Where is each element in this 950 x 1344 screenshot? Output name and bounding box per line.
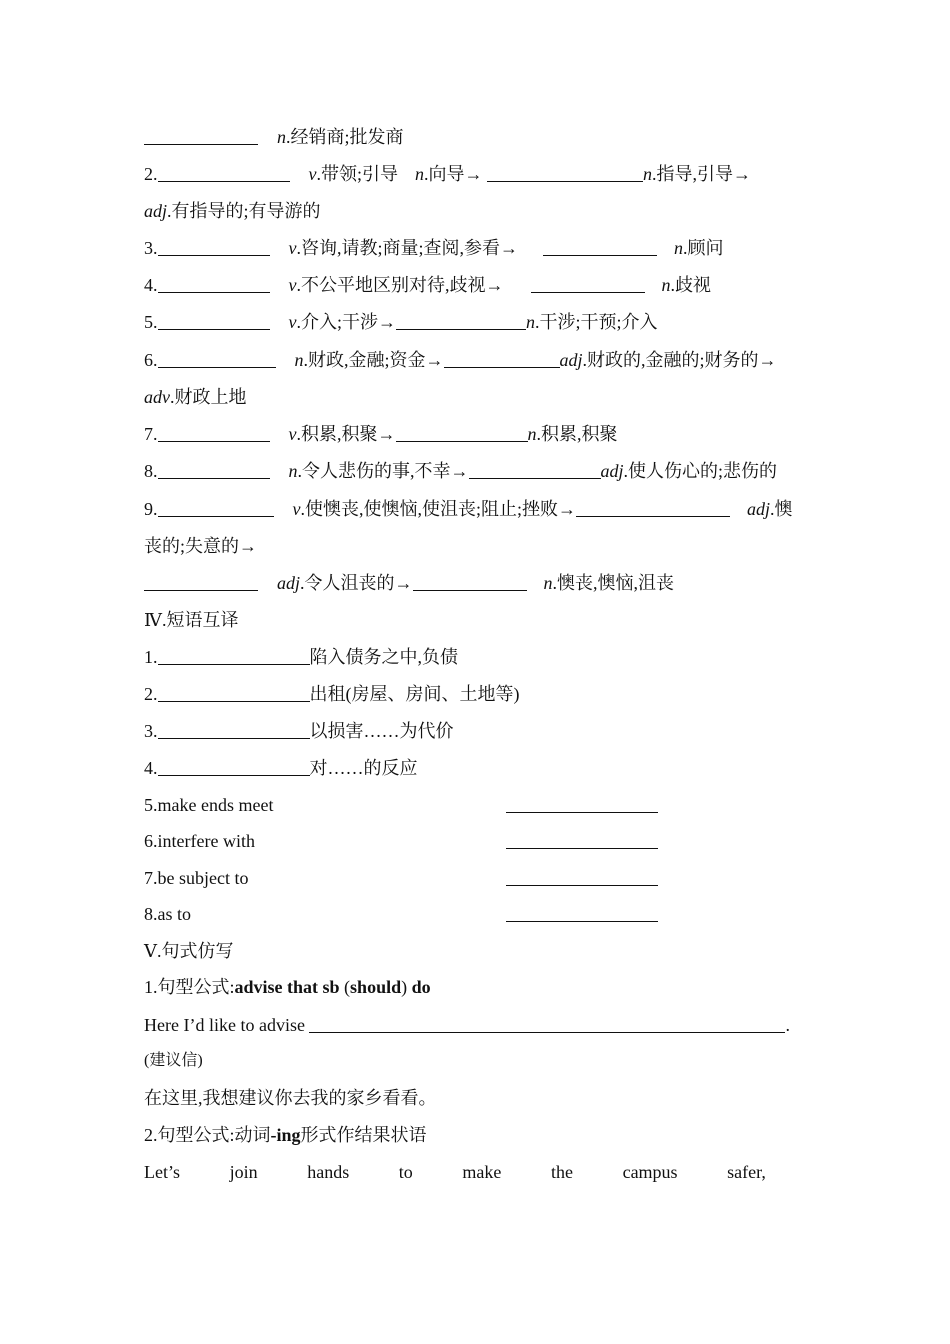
phrase-text: 出租(房屋、房间、土地等) bbox=[309, 684, 520, 704]
part-of-speech: n bbox=[527, 424, 537, 444]
pattern-formula: do bbox=[411, 977, 431, 997]
section-heading bbox=[144, 607, 808, 633]
phrase-text: 6.interfere with bbox=[144, 831, 255, 851]
item-number: 1. bbox=[144, 647, 158, 667]
part-of-speech: adv bbox=[144, 387, 170, 407]
vocab-item-8 bbox=[144, 458, 808, 484]
phrase-text: 对……的反应 bbox=[309, 758, 418, 778]
answer-blank[interactable] bbox=[506, 903, 658, 922]
answer-blank[interactable] bbox=[144, 126, 258, 145]
pattern-1-note bbox=[144, 1048, 808, 1074]
phrase-item-6 bbox=[144, 828, 808, 854]
answer-blank[interactable] bbox=[396, 423, 528, 442]
definition: adj.懊 bbox=[747, 499, 793, 519]
item-number: 6. bbox=[144, 350, 158, 370]
answer-blank[interactable] bbox=[158, 237, 270, 256]
vocab-item-7 bbox=[144, 421, 808, 447]
answer-blank[interactable] bbox=[144, 572, 258, 591]
definition: n.干涉;干预;介入 bbox=[526, 312, 658, 332]
answer-blank[interactable] bbox=[158, 274, 270, 293]
pattern-formula: advise that sb bbox=[234, 977, 340, 997]
definition: adv.财政上地 bbox=[144, 387, 247, 407]
vocab-item-6 bbox=[144, 347, 808, 373]
item-number: 3. bbox=[144, 721, 158, 741]
part-of-speech: adj bbox=[600, 461, 624, 481]
word: make bbox=[462, 1162, 502, 1182]
part-of-speech: n bbox=[526, 312, 536, 332]
pattern-label: 2.句型公式:动词 bbox=[144, 1125, 271, 1145]
answer-blank[interactable] bbox=[531, 274, 645, 293]
definition: v.使懊丧,使懊恼,使沮丧;阻止;挫败→ bbox=[292, 499, 577, 519]
chinese-sentence: 在这里,我想建议你去我的家乡看看。 bbox=[144, 1088, 437, 1108]
phrase-text: 7.be subject to bbox=[144, 868, 249, 888]
definition: adj.有指导的;有导游的 bbox=[144, 201, 321, 221]
pattern-label: 1.句型公式: bbox=[144, 977, 235, 997]
item-number: 9. bbox=[144, 499, 158, 519]
phrase-item-8 bbox=[144, 901, 808, 927]
answer-blank[interactable] bbox=[158, 311, 270, 330]
answer-blank[interactable] bbox=[576, 498, 730, 517]
definition: 丧的;失意的→ bbox=[144, 536, 258, 556]
item-number: 5. bbox=[144, 312, 158, 332]
part-of-speech: v bbox=[288, 275, 297, 295]
phrase-item-3 bbox=[144, 718, 808, 744]
vocab-item-2-cont bbox=[144, 198, 808, 224]
phrase-item-7 bbox=[144, 865, 808, 891]
word: join bbox=[229, 1162, 258, 1182]
item-number: 7. bbox=[144, 424, 158, 444]
heading-text: Ⅳ.短语互译 bbox=[144, 610, 239, 630]
vocab-item-2 bbox=[144, 161, 808, 187]
part-of-speech: n bbox=[288, 461, 298, 481]
pattern-formula: should bbox=[350, 977, 402, 997]
vocab-item-9-cont bbox=[144, 533, 808, 559]
answer-blank[interactable] bbox=[413, 572, 527, 591]
part-of-speech: adj bbox=[559, 350, 583, 370]
word: to bbox=[398, 1162, 413, 1182]
answer-blank[interactable] bbox=[158, 646, 310, 665]
part-of-speech: v bbox=[288, 312, 297, 332]
pattern-1-label: 1.句型公式:advise that sb (should) do bbox=[144, 977, 431, 997]
answer-blank[interactable] bbox=[543, 237, 657, 256]
definition: v.带领;引导 bbox=[308, 164, 399, 184]
phrase-text: 5.make ends meet bbox=[144, 795, 274, 815]
item-number: 2. bbox=[144, 164, 158, 184]
definition: n.歧视 bbox=[661, 275, 711, 295]
pattern-1-chinese bbox=[144, 1085, 808, 1111]
section-heading bbox=[144, 938, 808, 964]
answer-blank[interactable] bbox=[309, 1014, 785, 1033]
pattern-2-label bbox=[144, 1122, 808, 1148]
part-of-speech: v bbox=[292, 499, 301, 519]
vocab-item-4 bbox=[144, 272, 808, 298]
phrase-text: 陷入债务之中,负债 bbox=[309, 647, 458, 667]
definition: n.指导,引导→ bbox=[643, 164, 752, 184]
part-of-speech: n bbox=[661, 275, 671, 295]
part-of-speech: adj bbox=[277, 573, 301, 593]
part-of-speech: n bbox=[415, 164, 425, 184]
item-number: 4. bbox=[144, 758, 158, 778]
phrase-item-2 bbox=[144, 681, 808, 707]
note-text: (建议信) bbox=[144, 1052, 203, 1069]
part-of-speech: v bbox=[288, 424, 297, 444]
answer-blank[interactable] bbox=[506, 794, 658, 813]
definition: n.令人悲伤的事,不幸→ bbox=[288, 461, 469, 481]
answer-blank[interactable] bbox=[506, 830, 658, 849]
word: safer, bbox=[727, 1162, 766, 1182]
answer-blank[interactable] bbox=[396, 311, 526, 330]
answer-blank[interactable] bbox=[158, 498, 274, 517]
part-of-speech: n bbox=[294, 350, 304, 370]
part-of-speech: n bbox=[543, 573, 553, 593]
definition: adj.使人伤心的;悲伤的 bbox=[600, 461, 778, 481]
phrase-item-5 bbox=[144, 792, 808, 818]
item-number: 4. bbox=[144, 275, 158, 295]
word: campus bbox=[622, 1162, 678, 1182]
vocab-item-6-cont bbox=[144, 384, 808, 410]
part-of-speech: v bbox=[288, 238, 297, 258]
word: hands bbox=[307, 1162, 350, 1182]
part-of-speech: v bbox=[308, 164, 317, 184]
definition: n.懊丧,懊恼,沮丧 bbox=[543, 573, 675, 593]
item-number: 2. bbox=[144, 684, 158, 704]
sentence-words bbox=[144, 1159, 766, 1185]
answer-blank[interactable] bbox=[158, 163, 290, 182]
phrase-item-1 bbox=[144, 644, 808, 670]
definition: n.积累,积聚 bbox=[527, 424, 618, 444]
pattern-2-sentence bbox=[144, 1159, 808, 1185]
word: Let’s bbox=[144, 1162, 180, 1182]
part-of-speech: n bbox=[277, 127, 286, 147]
vocab-item-3 bbox=[144, 235, 808, 261]
definition: n.经销商;批发商 bbox=[277, 127, 404, 147]
phrase-item-4 bbox=[144, 755, 808, 781]
sentence-text: Here I’d like to advise bbox=[144, 1015, 305, 1035]
heading-text: Ⅴ.句式仿写 bbox=[144, 941, 234, 961]
pattern-formula: -ing bbox=[270, 1125, 301, 1145]
vocab-item-9-cont2 bbox=[144, 570, 808, 596]
answer-blank[interactable] bbox=[469, 460, 601, 479]
vocab-item-5 bbox=[144, 309, 808, 335]
answer-blank[interactable] bbox=[444, 349, 560, 368]
part-of-speech: adj bbox=[144, 201, 168, 221]
item-number: 8. bbox=[144, 461, 158, 481]
definition: v.不公平地区别对待,歧视→ bbox=[288, 275, 504, 295]
pattern-label: 形式作结果状语 bbox=[300, 1125, 427, 1145]
answer-blank[interactable] bbox=[158, 460, 270, 479]
answer-blank[interactable] bbox=[158, 757, 310, 776]
definition: n.顾问 bbox=[674, 238, 724, 258]
definition: n.向导→ bbox=[415, 164, 483, 184]
answer-blank[interactable] bbox=[158, 423, 270, 442]
phrase-text: 以损害……为代价 bbox=[309, 721, 454, 741]
vocab-item-1 bbox=[144, 124, 808, 150]
phrase-text: 8.as to bbox=[144, 904, 191, 924]
definition: v.积累,积聚→ bbox=[288, 424, 396, 444]
word: the bbox=[550, 1162, 573, 1182]
answer-blank[interactable] bbox=[506, 867, 658, 886]
definition: v.咨询,请教;商量;查阅,参看→ bbox=[288, 238, 519, 258]
answer-blank[interactable] bbox=[487, 163, 643, 182]
definition: v.介入;干涉→ bbox=[288, 312, 397, 332]
pattern-1-sentence bbox=[144, 1012, 808, 1038]
item-number: 3. bbox=[144, 238, 158, 258]
vocab-item-9 bbox=[144, 496, 808, 522]
part-of-speech: n bbox=[674, 238, 684, 258]
answer-blank[interactable] bbox=[158, 349, 276, 368]
definition: n.财政,金融;资金→ bbox=[294, 350, 444, 370]
part-of-speech: adj bbox=[747, 499, 771, 519]
part-of-speech: n bbox=[643, 164, 653, 184]
answer-blank[interactable] bbox=[158, 683, 310, 702]
answer-blank[interactable] bbox=[158, 720, 310, 739]
sentence-end: . bbox=[785, 1015, 790, 1035]
definition: adj.财政的,金融的;财务的→ bbox=[559, 350, 777, 370]
definition: adj.令人沮丧的→ bbox=[277, 573, 413, 593]
